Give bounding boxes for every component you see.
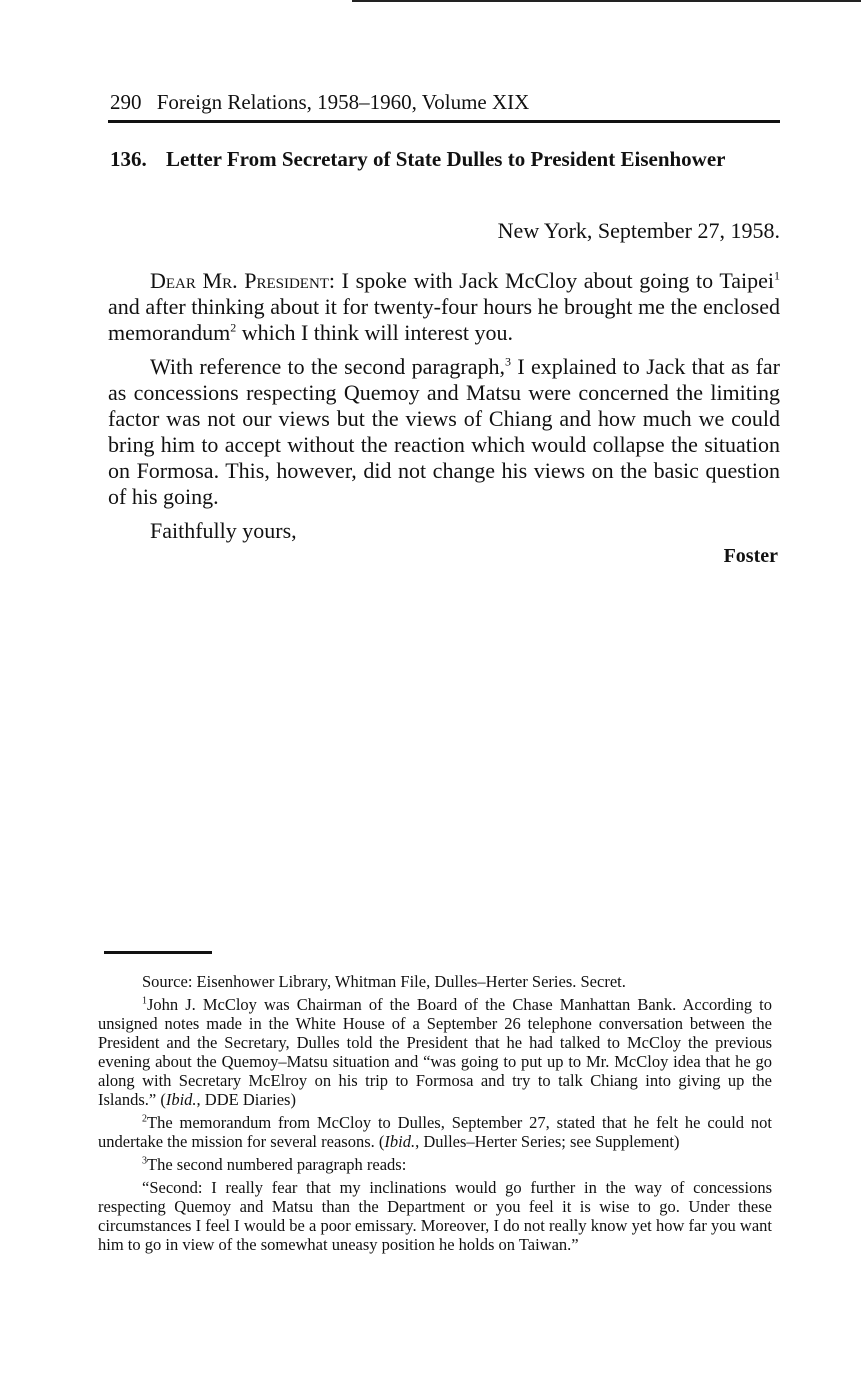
dateline: New York, September 27, 1958.	[497, 218, 780, 243]
document-number: 136.	[110, 147, 147, 171]
footnote-1-marker: 1	[142, 995, 147, 1007]
closing: Faithfully yours,	[150, 518, 297, 543]
salutation: Dear Mr. President:	[150, 268, 336, 293]
footnote-3-text: The second numbered paragraph reads:	[147, 1155, 407, 1174]
document-title: Letter From Secretary of State Dulles to President Eisenhower	[166, 147, 726, 171]
footnote-ref-3: 3	[505, 354, 512, 369]
footnote-2-marker: 2	[142, 1113, 147, 1125]
paragraph-2-text-b: I explained to Jack that as far as concessions respecting Quemoy and Matsu were concerned the limiting factor was not our views but the views of Chiang and how much we could bring him to accept without the reaction which would collapse the situation on Formosa. This, however, did not change his views on the basic question of his going.	[108, 354, 781, 509]
footnote-rule	[104, 951, 212, 954]
series-title: Foreign Relations, 1958–1960, Volume XIX	[156, 90, 530, 114]
footnote-ref-2: 2	[230, 320, 237, 335]
footnote-2-text-b: , Dulles–Herter Series; see Supplement)	[415, 1132, 680, 1151]
footnote-1	[98, 995, 772, 1109]
running-head-rule	[108, 120, 780, 123]
footnotes	[98, 972, 772, 1258]
running-head	[110, 88, 780, 116]
footnote-1-text-b: , DDE Diaries)	[196, 1090, 296, 1109]
signature: Foster	[723, 545, 778, 567]
paragraph-1-text-b: and after thinking about it for twenty-four hours he brought me the enclosed memorandum	[108, 294, 780, 345]
top-edge-rule	[352, 0, 861, 2]
document-heading	[110, 144, 782, 174]
footnote-2-text-a: The memorandum from McCloy to Dulles, September 27, stated that he felt he could not undertake the mission for several reasons. (	[98, 1113, 772, 1151]
source-note: Source: Eisenhower Library, Whitman File, Dulles–Herter Series. Secret.	[142, 972, 626, 991]
letter-body	[108, 268, 780, 552]
footnote-3	[98, 1155, 772, 1174]
footnote-1-ibid: Ibid.	[165, 1090, 197, 1109]
footnote-2-ibid: Ibid.	[384, 1132, 416, 1151]
paragraph-1-text-c: which I think will interest you.	[236, 320, 513, 345]
paragraph-1	[108, 268, 780, 346]
paragraph-1-text-a: I spoke with Jack McCloy about going to Taipei	[335, 268, 774, 293]
footnote-ref-1: 1	[774, 268, 780, 283]
footnote-1-text-a: John J. McCloy was Chairman of the Board of the Chase Manhattan Bank. According to unsigned notes made in the White House of a September 26 telephone conversation between the President and the Secretary, Dulles told the President that he had talked to McCloy the previous evening about the Quemoy–Matsu situation and “was going to put up to Mr. McCloy idea that he go along with Secretary McElroy on his trip to Formosa and try to talk Chiang into giving up the Islands.” (	[98, 995, 772, 1109]
footnote-3-quote: “Second: I really fear that my inclinations would go further in the way of concessions respecting Quemoy and Matsu than the Department or you feel it is wise to go. Under these circumstances I feel I would be a poor emissary. Moreover, I do not really know yet how far you want him to go in view of the somewhat uneasy position he holds on Taiwan.”	[98, 1178, 772, 1254]
paragraph-2	[108, 354, 780, 510]
footnote-2	[98, 1113, 772, 1151]
page-number: 290	[110, 90, 142, 114]
footnote-3-marker: 3	[142, 1155, 147, 1167]
paragraph-2-text-a: With reference to the second paragraph,	[150, 354, 506, 379]
